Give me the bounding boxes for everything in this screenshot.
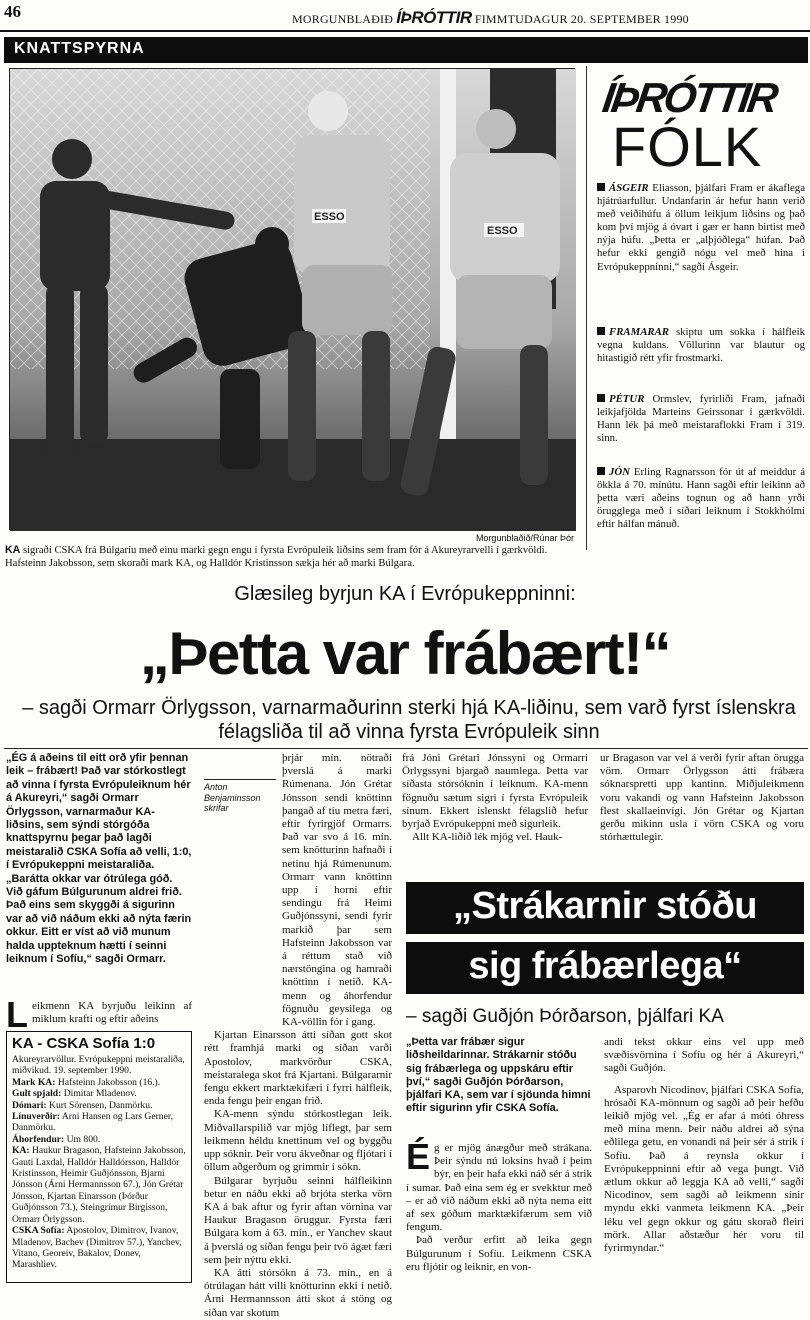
article-kicker: Glæsileg byrjun KA í Evrópukeppninni: xyxy=(234,583,576,605)
folk-item-text: Eliasson, þjálfari Fram er ákaflega hjátrúarfullur. Undanfarin ár hefur hann verið með veiðihúfu á öllum leikjum liðsins og það kom því mjög á óvart í gær er hann birtist með nýja húfu. „Þetta er „alþjóðlega“ húfan. Það hefur ekki gengið nógu vel með hina í Evrópukeppninni,“ sagði Ásgeir. xyxy=(597,182,805,273)
col4-para-1: ur Bragason var vel á verði fyrir aftan örugga vörn. Ormarr Örlygsson átti frábæra sóknarspretti upp kantinn. Miðjuleikmenn voru vakandi og vann Hafsteinn Jakobsson flest skallaeinvígi. Jón Grétar og Kjartan gerðu mikinn usla í vörn CSKA og voru stórhættulegir. xyxy=(600,752,804,844)
bullet-square-icon xyxy=(597,394,605,402)
col3-para-1: frá Jóni Grétari Jónssyni og Ormarri Örlygssyni bjargað naumlega. Þetta var síðasta stórsóknin í leiknum. KA-menn fögnuðu sætum sigri í fyrsta Evrópuleik sínum. Ekkert íslenskt félagslið hefur byrjað Evrópukeppni með sigurleik. xyxy=(402,752,588,831)
article-headline: „Þetta var frábært!“ xyxy=(139,620,671,687)
article-subhead: – sagði Ormarr Örlygsson, varnarmaðurinn sterki hjá KA-liðinu, sem varð fyrst íslenskra félagsliða til að vinna fyrsta Evrópuleik sinn xyxy=(22,697,796,743)
folk-title-top: ÍÞRÓTTIR xyxy=(599,74,779,121)
inset-headline-2: sig frábærlega“ xyxy=(468,945,742,987)
bullet-square-icon xyxy=(597,467,605,475)
stats-line xyxy=(12,1077,186,1088)
dropcap: L xyxy=(6,994,28,1035)
inset-right-col xyxy=(604,1036,804,1255)
jersey-sponsor-1: ESSO xyxy=(314,211,345,223)
article-col2 xyxy=(204,752,392,1320)
issue-date: FIMMTUDAGUR 20. SEPTEMBER 1990 xyxy=(474,12,689,26)
inset-right-para-1: andi tekst okkur eins vel upp með svæðisvörnina í Sofíu og hér á Akureyri,“ sagði Guðjón. xyxy=(604,1036,804,1075)
stats-lines xyxy=(12,1054,186,1271)
masthead xyxy=(292,8,689,28)
stats-label: KA: xyxy=(12,1145,30,1157)
byline-name: Anton Benjaminsson xyxy=(204,782,261,803)
inset-subhead: – sagði Guðjón Þórðarson, þjálfari KA xyxy=(406,1006,724,1027)
stats-value: Akureyrarvöllur. Evrópukeppni meistaraliða, miðvikud. 19. september 1990. xyxy=(12,1054,185,1077)
inset-dropcap: É xyxy=(406,1136,431,1177)
stats-value: Kurt Sörensen, Danmörku. xyxy=(46,1099,153,1111)
folk-item-3 xyxy=(597,393,805,445)
stats-line xyxy=(12,1054,186,1077)
match-stats-box xyxy=(6,1031,192,1283)
inset-right-para-2: Asparovh Nicodinov, þjálfari CSKA Sofía, hrósaði KA-mönnum og sagði að þeir hefðu leikið mjög vel. „Ég er afar á móti óhress með mína menn. Þeir náðu aldrei að sýna eðlilega getu, en vonandi ná þeir sér á strik í Sofíu. Það á reynsla okkur í Evrópukeppninni eftir að vega þungt. Við ætlum okkur að leggja KA að velli,“ sagði Nicodinov, sem sagði að leikmenn sínir myndu ekki vanmeta leikmenn KA. „Þeir léku vel gegn okkur og gátu skorað fleiri mörk. Allar aðstæður hér voru til fyrirmyndar.“ xyxy=(604,1083,804,1255)
folk-item-name: FRAMARAR xyxy=(609,326,670,338)
byline xyxy=(204,779,276,814)
match-photo xyxy=(9,68,575,530)
folk-item-2 xyxy=(597,326,805,365)
folk-item-4 xyxy=(597,466,805,531)
stats-line xyxy=(12,1145,186,1225)
stats-value: Um 800. xyxy=(64,1133,101,1145)
stats-line xyxy=(12,1100,186,1111)
stats-value: Dimitar Mladenov. xyxy=(61,1088,137,1100)
col3-para-2: Allt KA-liðið lék mjög vel. Hauk- xyxy=(412,831,563,844)
stats-value: Apostolov, Dimitrov, Ivanov, Mladenov, Bachev (Dimitrov 57.), Yanchev, Vitano, Georeiv, Bakalov, Donev, Marashliev. xyxy=(12,1225,182,1271)
col2-para-5: KA átti stórsókn á 73. mín., en á ótrúlagan hátt villi knötturinn ekki í netið. Árni Hermannsson átti skot á stöng og síðan var skotum xyxy=(204,1266,392,1319)
article-col3 xyxy=(402,752,588,844)
inset-headline-1: „Strákarnir stóðu xyxy=(452,885,758,927)
stats-value: Arni Hansen og Lars Gerner, Danmörku. xyxy=(12,1111,174,1134)
stats-value: Haukur Bragason, Hafsteinn Jakobsson, Gauti Laxdal, Halldór Halldórsson, Halldór Kristinsson, Heimir Guðjónsson, Bjarni Jónsson (Árni Hermannsson 67.), Jón Grétar Jónsson, Kjartan Einarsson (Þórður Guðjónsson 73.), Steingrímur Birgisson, Ormarr Örlygsson. xyxy=(12,1145,186,1225)
page-number: 46 xyxy=(4,2,21,21)
col2-para-1: þrjár mín. nötraði þverslá á marki Rúmenana. Jón Grétar Jónsson sendi knöttinn þangað af tíu metra færi, eftir fyrirgjöf Ormarrs. Það var svo á 16. mín. sem knötturinn hafnaði í netinu hjá Rúmenunum. Ormarr vann knöttinn upp í horni eftir sendingu frá Heimi Guðjónssyni, sendi fyrir markið þar sem Hafsteinn Jakobsson var á réttum stað við nærstöngina og hamraði knöttinn í netið. KA-menn og áhorfendur fögnuðu geysilega og KA-völlin fór í gang. xyxy=(282,752,392,1029)
photo-credit: Morgunblaðið/Rúnar Þór xyxy=(475,533,574,543)
col2-para-3: KA-menn sýndu stórkostlegan leik. Miðvallarspilið var mjög líflegt, þar sem leikmenn héldu knettinum vel og byggðu upp sóknir. Þeir voru ákveðnar og fljótari í öllum aðgerðum og grimmir í sókn. xyxy=(204,1108,392,1174)
folk-item-text: skiptu um sokka í hálfleik vegna kuldans. Völlurinn var blautur og hitastigið rétt yfir frostmarki. xyxy=(597,326,805,365)
col2-para-4: Búlgarar byrjuðu seinni hálfleikinn betur en náðu ekki að brjóta sterka vörn KA á bak aftur og fyrir aftan vörnina var Haukur Bragason öruggur. Fyrsta færi Búlgara kom á 63. mín., er Yanchev skaut á þverslá og síðan fengu þeir tvö ágæt færi sem þeir nýttu ekki. xyxy=(204,1174,392,1266)
section-logo: ÍÞRÓTTIR xyxy=(396,8,472,27)
stats-line xyxy=(12,1134,186,1145)
article-col4 xyxy=(600,752,804,844)
stats-label: Mark KA: xyxy=(12,1076,56,1088)
stats-label: CSKA Sofía: xyxy=(12,1225,65,1237)
stats-line xyxy=(12,1088,186,1099)
stats-title: KA - CSKA Sofía 1:0 xyxy=(12,1035,156,1052)
article-lead: „ÉG á aðeins til eitt orð yfir þennan leik – frábært! Það var stórkostlegt að vinna í fyrsta Evrópuleiknum hér á Akureyri,“ sagði Ormarr Örlygsson, varnarmaður KA-liðsins, sem sýndi stórgóða knattspyrnu þegar það lagði meistaralið CSKA Sofía að velli, 1:0, í Evrópukeppni meistaraliða. „Barátta okkar var ótrúlega góð. Við gáfum Búlgurunum aldrei frið. Það eins sem skyggði á sigurinn var að við náðum ekki að nýta færin okkur. Eitt er víst að við munum halda uppteknum hætti í seinni leiknum í Sofíu,“ sagði Ormarr. xyxy=(6,752,192,966)
divider xyxy=(4,748,808,749)
col2-para-2: Kjartan Einarsson átti síðan gott skot rétt framhjá marki og síðan varði Apostolov, markvörður CSKA, meistaralega skot frá Kjartani. Búlgararnir fengu ekkert marktækifæri í fyrri hálfleik, enda fengu þeir engan frið. xyxy=(204,1029,392,1108)
stats-value: Hafsteinn Jakobsson (16.). xyxy=(55,1076,161,1088)
bullet-square-icon xyxy=(597,183,605,191)
section-label: KNATTSPYRNA xyxy=(14,40,145,57)
inset-body xyxy=(406,1136,592,1274)
stats-label: Gult spjald: xyxy=(12,1088,62,1100)
stats-label: Línuverðir: xyxy=(12,1111,60,1123)
bullet-square-icon xyxy=(597,327,605,335)
folk-item-1 xyxy=(597,182,805,274)
article-col1-body xyxy=(6,994,192,1035)
folk-item-text: Ormslev, fyrirliði Fram, jafnaði leikjafjölda Marteins Geirssonar í gærkvöldi. Hann lék þá með meistaraflokki Fram í 319. sinn. xyxy=(597,393,805,445)
caption-text: sigraði CSKA frá Búlgaríu með einu marki gegn engu í fyrsta Evrópuleik liðsins sem fram fór á Akureyrarvelli í gærkvöldi. Hafsteinn Jakobsson, sem skoraði mark KA, og Halldór Kristinsson sækja hér að marki Búlgara. xyxy=(5,545,548,569)
folk-item-text: Erling Ragnarsson fór út af meiddur á ökkla á 70. mínútu. Hann sagði eftir leikinn að þetta væri aðeins tognun og að hann yrði örugglega með í síðari leiknum í Stokkhólmi eftir hálfan mánuð. xyxy=(597,466,805,531)
folk-item-name: JÓN xyxy=(609,466,630,478)
inset-para-1: g er mjög ánægður með strákana. Þeir sýndu nú loksins hvað í þeim býr, en þeir hafa ekki náð sér á strik í sumar. Það eina sem ég er svekktur með – er að við náðum ekki að nýta nema eitt af sex góðum marktækifærum sem við fengum. xyxy=(406,1142,592,1234)
stats-line xyxy=(12,1225,186,1271)
col1-text: eikmenn KA byrjuðu leikinn af miklum krafti og eftir aðeins xyxy=(32,1000,192,1026)
folk-item-name: PÉTUR xyxy=(609,393,645,405)
inset-lead: „Þetta var frábær sigur liðsheildarinnar. Strákarnir stóðu sig frábærlega og uppskáru eftir því,“ sagði Guðjón Þórðarson, þjálfari KA, sem var í sjöunda himni eftir sigurinn yfir CSKA Sofía. xyxy=(406,1036,591,1115)
stats-label: Dómari: xyxy=(12,1099,47,1111)
jersey-sponsor-2: ESSO xyxy=(487,225,518,237)
stats-line xyxy=(12,1111,186,1134)
paper-name: MORGUNBLAÐIÐ xyxy=(292,12,394,26)
photo-caption xyxy=(5,544,580,570)
photo-illustration xyxy=(10,69,576,531)
caption-lead: KA xyxy=(5,544,21,556)
inset-para-2: Það verður erfitt að leika gegn Búlgurunum í Sofíu. Leikmenn CSKA eru fljótir og leiknir, en von- xyxy=(406,1234,592,1273)
byline-role: skrifar xyxy=(204,803,229,813)
folk-item-name: ÁSGEIR xyxy=(609,182,649,194)
folk-title-bottom: FÓLK xyxy=(612,115,763,178)
stats-label: Áhorfendur: xyxy=(12,1133,65,1145)
